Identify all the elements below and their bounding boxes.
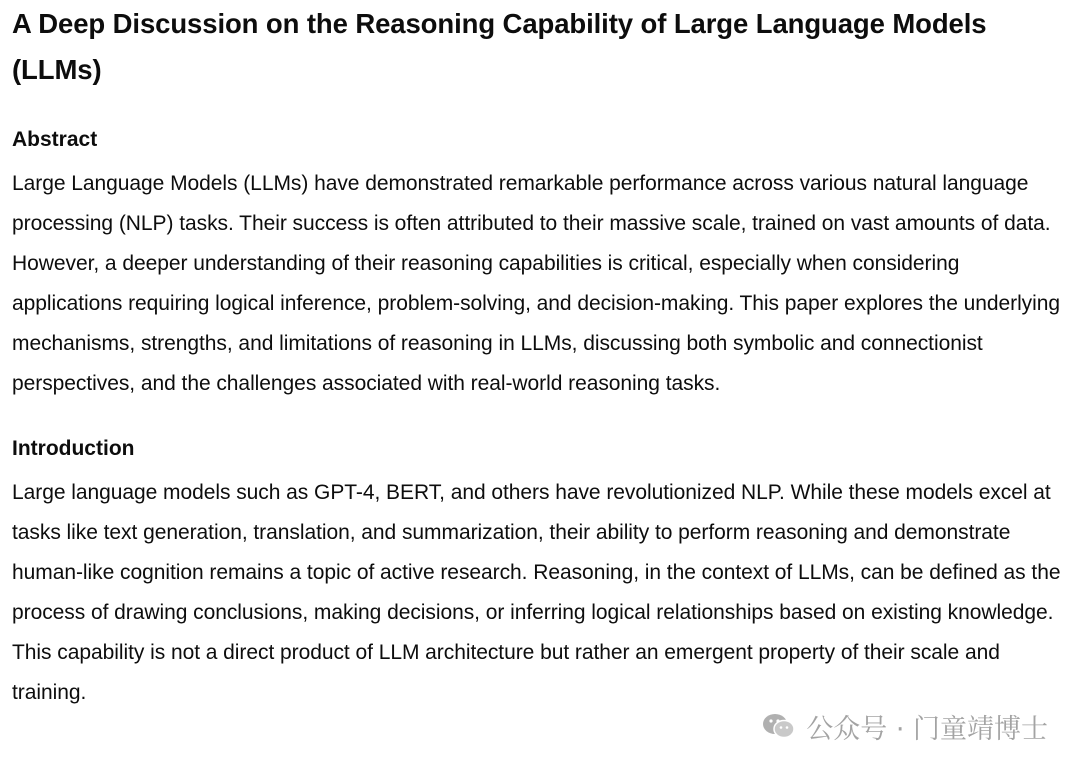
watermark-text: 公众号 · 门童靖博士 bbox=[806, 713, 1048, 745]
section-heading-abstract: Abstract bbox=[12, 128, 98, 151]
document bbox=[12, 0, 1068, 713]
introduction-paragraph: Large language models such as GPT-4, BERT, and others have revolutionized NLP. While these models excel at tasks like text generation, translation, and summarization, their ability to perform reasoning and demonstrate human-like cognition remains a topic of active research. Reasoning, in the context of LLMs, can be defined as the process of drawing conclusions, making decisions, or inferring logical relationships based on existing knowledge. This capability is not a direct product of LLM architecture but rather an emergent property of their scale and training. bbox=[12, 481, 1061, 704]
abstract-paragraph: Large Language Models (LLMs) have demonstrated remarkable performance across various natural language processing (NLP) tasks. Their success is often attributed to their massive scale, trained on vast amounts of data. However, a deeper understanding of their reasoning capabilities is critical, especially when considering applications requiring logical inference, problem-solving, and decision-making. This paper explores the underlying mechanisms, strengths, and limitations of reasoning in LLMs, discussing both symbolic and connectionist perspectives, and the challenges associated with real-world reasoning tasks. bbox=[12, 172, 1061, 395]
document-title: A Deep Discussion on the Reasoning Capability of Large Language Models (LLMs) bbox=[12, 8, 987, 85]
watermark bbox=[762, 708, 1048, 744]
wechat-icon bbox=[762, 712, 796, 740]
section-heading-introduction: Introduction bbox=[12, 437, 135, 460]
